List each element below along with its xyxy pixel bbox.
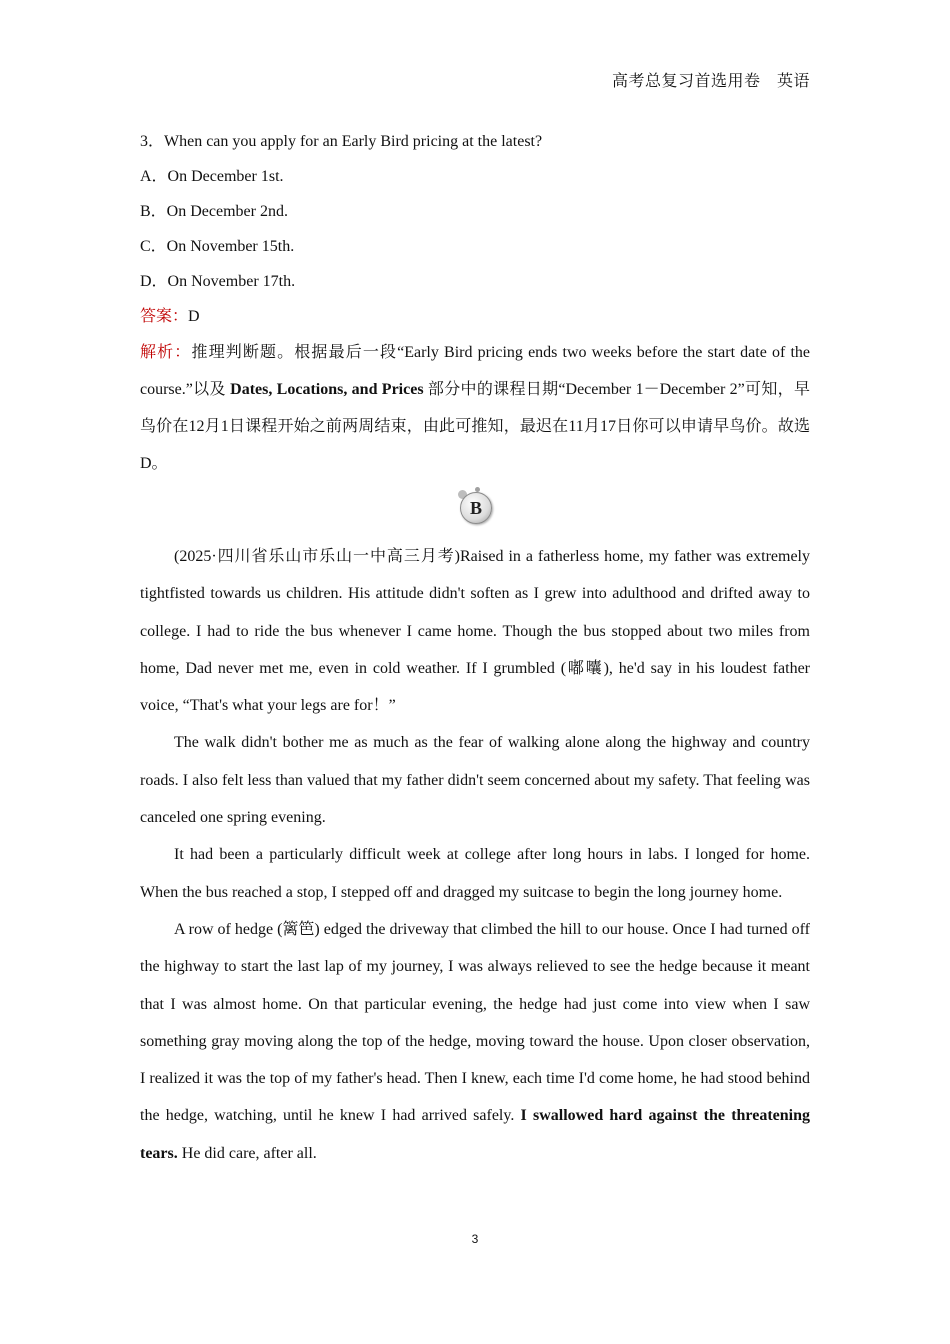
answer-line: [140, 299, 810, 334]
section-marker: [140, 482, 810, 538]
option-b: B．On December 2nd.: [140, 203, 288, 220]
analysis-paragraph: [140, 334, 810, 482]
analysis-bold-text: Dates, Locations, and Prices: [230, 381, 424, 398]
section-badge: B: [460, 492, 492, 524]
option-d: D．On November 17th.: [140, 273, 296, 290]
passage-paragraph-4: [140, 911, 810, 1172]
document-header: 高考总复习首选用卷 英语: [611, 73, 810, 90]
page-content: [140, 124, 810, 1172]
paragraph-4-bold-sentence: I swallowed hard against the threatening tears.: [140, 1107, 811, 1162]
page-number: 3: [471, 1232, 479, 1246]
option-a: A．On December 1st.: [140, 168, 284, 185]
question-stem: 3．When can you apply for an Early Bird pricing at the latest?: [140, 133, 543, 150]
passage-paragraph-1: (2025·四川省乐山市乐山一中高三月考)Raised in a fatherless home, my father was extremely tightfisted towards us children. His attitude didn't soften as I grew into adulthood and drifted away to college. I had to ride the bus whenever I came home. Though the bus stopped about two miles from home, Dad never met me, even in cold weather. If I grumbled (嘟囔), he'd say in his loudest father voice, “That's what your legs are for！”: [140, 548, 810, 715]
answer-label: 答案：: [140, 308, 189, 325]
analysis-text-1: 推理判断题。根据最后一段“Early Bird pricing ends two weeks before the start date of the course.”以及: [140, 344, 810, 398]
paragraph-4-end: He did care, after all.: [177, 1144, 317, 1162]
analysis-text-2: 部分中的课程日期“December 1－December 2”可知，早鸟价在12月1日课程开始之前两周结束，由此可推知，最迟在11月17日你可以申请早鸟价。故选 D。: [140, 381, 811, 472]
paragraph-4-text: A row of hedge (篱笆) edged the driveway that climbed the hill to our house. Once I had turned off the highway to start the last lap of my journey, I was always relieved to see the hedge because it meant that I was almost home. On that particular evening, the hedge had just come into view when I saw something gray moving along the top of the hedge, moving toward the house. Upon closer observation, I realized it was the top of my father's head. Then I knew, each time I'd come home, he had stood behind the hedge, watching, until he knew I had arrived safely.: [140, 920, 810, 1125]
option-c: C．On November 15th.: [140, 238, 295, 255]
answer-value: D: [188, 308, 200, 325]
passage-paragraph-2: The walk didn't bother me as much as the fear of walking alone along the highway and country roads. I also felt less than valued that my father didn't seem concerned about my safety. That feeling was canceled one spring evening.: [140, 734, 810, 827]
passage-paragraph-3: It had been a particularly difficult week at college after long hours in labs. I longed for home. When the bus reached a stop, I stepped off and dragged my suitcase to begin the long journey home.: [140, 846, 810, 901]
analysis-label: 解析：: [140, 344, 192, 361]
